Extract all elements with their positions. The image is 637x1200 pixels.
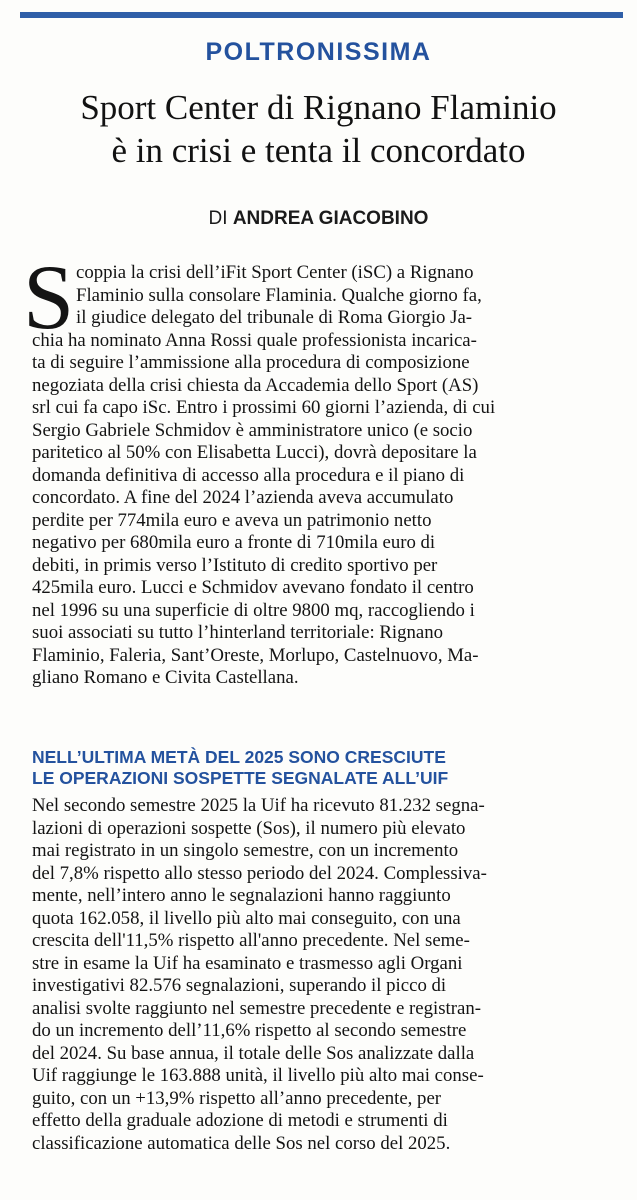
text-line: guito, con un +13,9% rispetto all’anno precedente, per	[32, 1087, 442, 1109]
text-line: gliano Romano e Civita Castellana.	[32, 667, 299, 688]
text-line: concordato. A fine del 2024 l’azienda aveva accumulato	[32, 487, 454, 508]
headline	[10, 86, 627, 172]
text-line: lazioni di operazioni sospette (Sos), il numero più elevato	[32, 817, 466, 839]
text-line: investigativi 82.576 segnalazioni, superando il picco di	[32, 975, 447, 996]
top-rule	[20, 12, 623, 18]
text-line: do un incremento dell’11,6% rispetto al secondo semestre	[32, 1020, 467, 1041]
section-kicker: POLTRONISSIMA	[205, 38, 432, 66]
drop-cap: S	[23, 246, 75, 348]
text-line: nel 1996 su una superficie di oltre 9800 mq, raccogliendo i	[32, 599, 475, 621]
text-line: Nel secondo semestre 2025 la Uif ha ricevuto 81.232 segna-	[32, 795, 485, 816]
text-line: Uif raggiunge le 163.888 unità, il livello più alto mai conse-	[32, 1065, 484, 1086]
text-line: mente, nell’intero anno le segnalazioni hanno raggiunto	[32, 885, 451, 906]
article-paragraph-1	[32, 262, 625, 690]
text-line: crescita dell'11,5% rispetto all'anno precedente. Nel seme-	[32, 930, 470, 951]
byline-prefix: DI	[208, 208, 228, 229]
text-line: quota 162.058, il livello più alto mai conseguito, con una	[32, 907, 461, 929]
article-paragraph-2	[32, 795, 625, 1155]
byline-author: ANDREA GIACOBINO	[232, 208, 429, 229]
text-line: mai registrato in un singolo semestre, con un incremento	[32, 840, 459, 861]
text-line: coppia la crisi dell’iFit Sport Center (iSC) a Rignano	[76, 262, 474, 283]
sub-headline	[32, 747, 627, 789]
text-line: domanda definitiva di accesso alla procedura e il piano di	[32, 464, 465, 486]
text-line: ta di seguire l’ammissione alla procedura di composizione	[32, 352, 470, 373]
text-line: Flaminio sulla consolare Flaminia. Qualche giorno fa,	[76, 284, 482, 306]
sub-headline-line: NELL’ULTIMA METÀ DEL 2025 SONO CRESCIUTE	[32, 747, 446, 767]
headline-line: Sport Center di Rignano Flaminio	[80, 88, 557, 127]
text-line: suoi associati su tutto l’hinterland territoriale: Rignano	[32, 622, 444, 643]
byline	[0, 208, 637, 230]
text-line: debiti, in primis verso l’Istituto di credito sportivo per	[32, 554, 438, 576]
text-line: srl cui fa capo iSc. Entro i prossimi 60 giorni l’azienda, di cui	[32, 397, 496, 418]
text-line: del 7,8% rispetto allo stesso periodo del 2024. Complessiva-	[32, 862, 487, 884]
text-line: il giudice delegato del tribunale di Roma Giorgio Ja-	[76, 307, 473, 328]
text-line: classificazione automatica delle Sos nel corso del 2025.	[32, 1132, 451, 1154]
text-line: effetto della graduale adozione di metodi e strumenti di	[32, 1110, 448, 1131]
headline-line: è in crisi e tenta il concordato	[111, 131, 526, 170]
text-line: 425mila euro. Lucci e Schmidov avevano fondato il centro	[32, 577, 474, 598]
text-line: negoziata della crisi chiesta da Accademia dello Sport (AS)	[32, 374, 479, 396]
text-line: chia ha nominato Anna Rossi quale professionista incarica-	[32, 329, 477, 351]
text-line: perdite per 774mila euro e aveva un patrimonio netto	[32, 509, 432, 531]
text-line: paritetico al 50% con Elisabetta Lucci), dovrà depositare la	[32, 442, 477, 463]
text-line: negativo per 680mila euro a fronte di 710mila euro di	[32, 532, 436, 553]
text-line: del 2024. Su base annua, il totale delle Sos analizzate dalla	[32, 1042, 475, 1064]
text-line: Flaminio, Faleria, Sant’Oreste, Morlupo, Castelnuovo, Ma-	[32, 644, 479, 666]
sub-headline-line: LE OPERAZIONI SOSPETTE SEGNALATE ALL’UIF	[32, 768, 449, 788]
text-line: analisi svolte raggiunto nel semestre precedente e registran-	[32, 997, 482, 1019]
text-line: Sergio Gabriele Schmidov è amministratore unico (e socio	[32, 419, 473, 441]
text-line: stre in esame la Uif ha esaminato e trasmesso agli Organi	[32, 952, 463, 974]
